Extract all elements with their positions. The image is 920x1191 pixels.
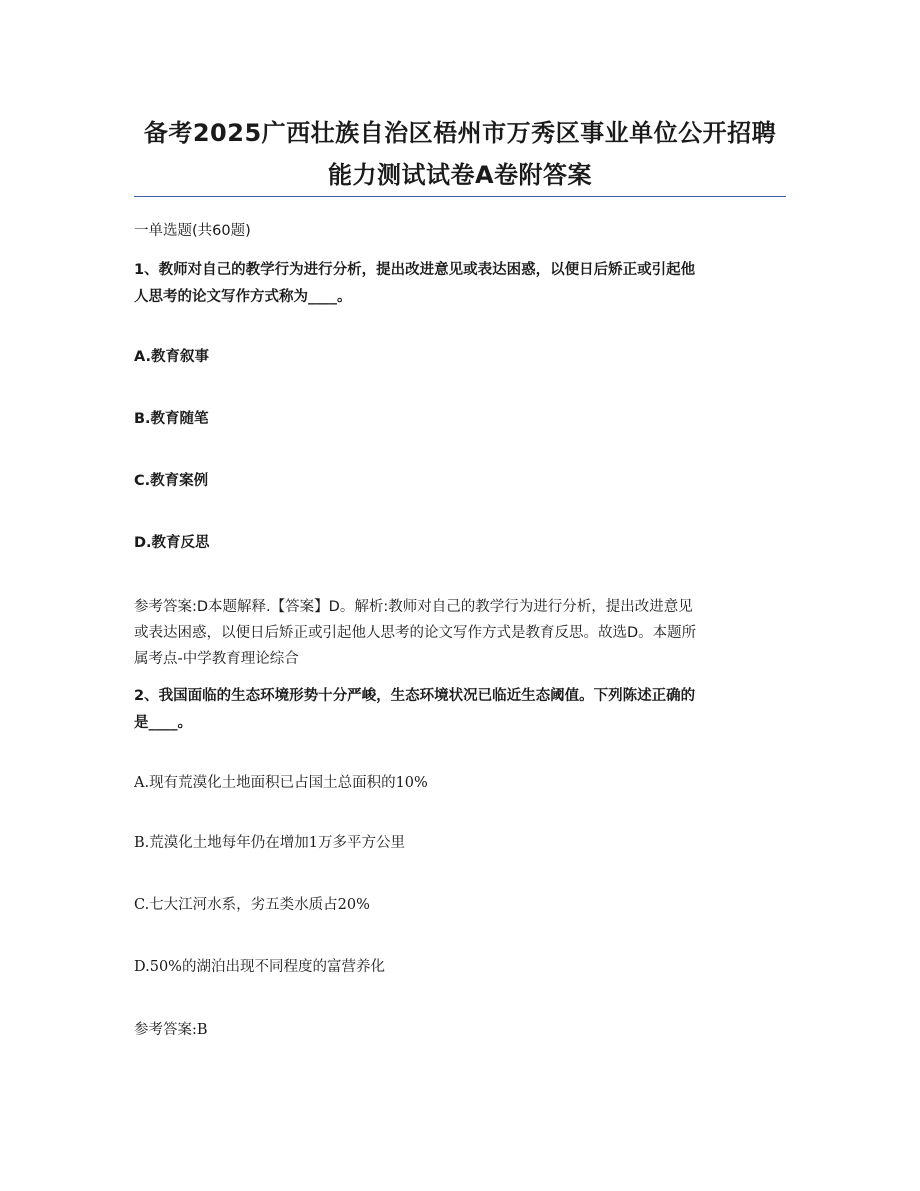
section-heading: 一单选题(共60题) (134, 223, 251, 239)
question-2-option-b: B.荒漠化土地每年仍在增加1万多平方公里 (134, 835, 405, 851)
question-2-answer-line-1: 参考答案:B (134, 1022, 208, 1038)
question-1-option-b: B.教育随笔 (134, 411, 209, 427)
document-title (134, 112, 786, 196)
question-1-answer-line-2: 或表达困惑，以便日后矫正或引起他人思考的论文写作方式是教育反思。故选D。本题所 (134, 625, 697, 641)
question-1-stem-line-2: 人思考的论文写作方式称为____。 (134, 289, 352, 305)
question-2-stem-line-2: 是____。 (134, 715, 192, 731)
title-line-2: 能力测试试卷A卷附答案 (327, 161, 593, 189)
title-line-1: 备考2025广西壮族自治区梧州市万秀区事业单位公开招聘 (143, 119, 777, 147)
title-divider (134, 196, 786, 197)
question-2-stem-line-1: 2、我国面临的生态环境形势十分严峻，生态环境状况已临近生态阈值。下列陈述正确的 (134, 688, 696, 704)
question-2-option-d: D.50%的湖泊出现不同程度的富营养化 (134, 959, 385, 975)
question-1-answer-line-1: 参考答案:D本题解释.【答案】D。解析:教师对自己的教学行为进行分析，提出改进意见 (134, 599, 693, 615)
question-2-option-a: A.现有荒漠化土地面积已占国土总面积的10% (134, 775, 428, 791)
question-1-option-a: A.教育叙事 (134, 349, 209, 365)
question-1-option-c: C.教育案例 (134, 473, 209, 489)
question-1-option-d: D.教育反思 (134, 535, 210, 551)
question-1-answer-line-3: 属考点-中学教育理论综合 (134, 651, 299, 667)
question-1-stem-line-1: 1、教师对自己的教学行为进行分析，提出改进意见或表达困惑，以便日后矫正或引起他 (134, 262, 696, 278)
question-2-option-c: C.七大江河水系，劣五类水质占20% (134, 897, 370, 913)
